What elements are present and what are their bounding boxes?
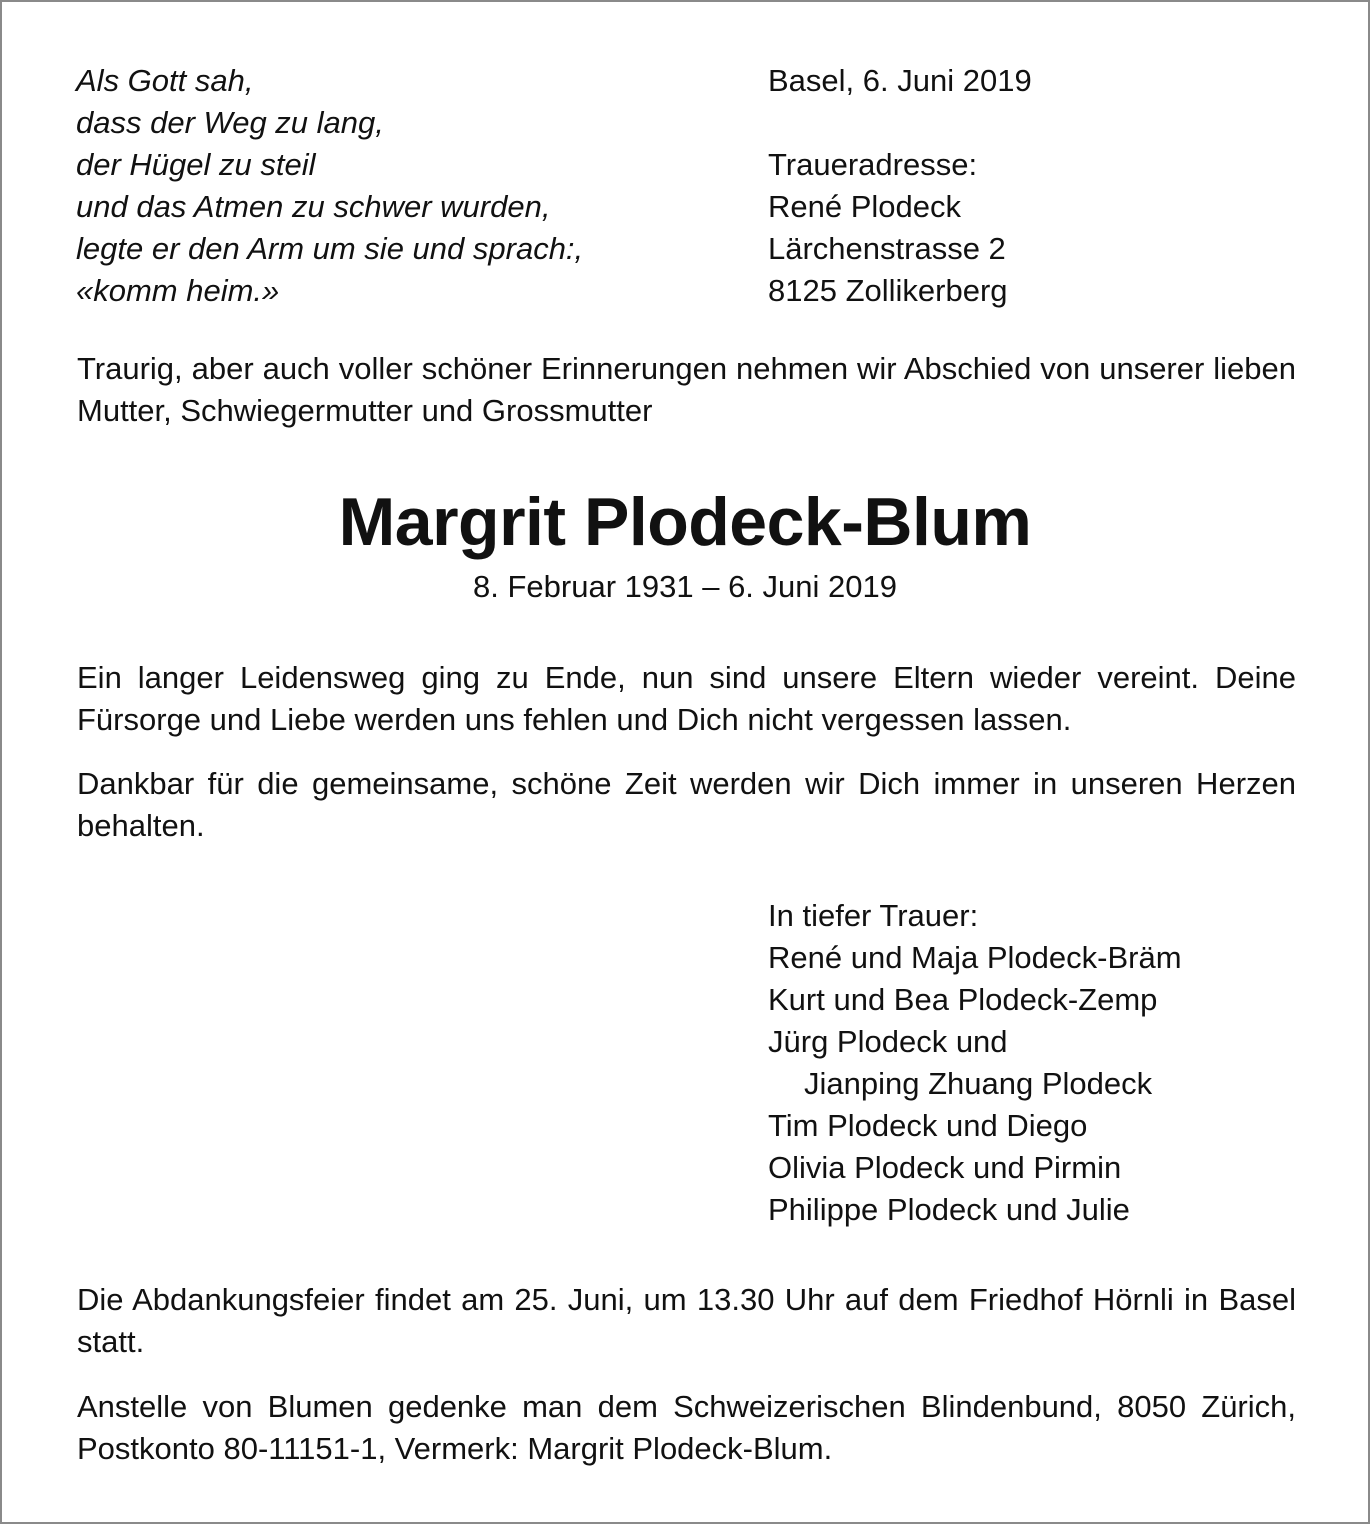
mourner-name: Tim Plodeck und Diego: [768, 1108, 1088, 1143]
mourner-name: Philippe Plodeck und Julie: [768, 1192, 1130, 1227]
mourner-name: Kurt und Bea Plodeck-Zemp: [768, 982, 1158, 1017]
address-line: 8125 Zollikerberg: [768, 273, 1008, 308]
intro-paragraph: Traurig, aber auch voller schöner Erinnerungen nehmen wir Abschied von unserer lieben Mutter, Schwiegermutter und Grossmutter: [77, 351, 1296, 428]
address-line: Lärchenstrasse 2: [768, 231, 1006, 266]
address-label: Traueradresse:: [768, 147, 978, 182]
poem-line: «komm heim.»: [76, 273, 280, 308]
mourner-name: René und Maja Plodeck-Bräm: [768, 940, 1182, 975]
poem-line: und das Atmen zu schwer wurden,: [76, 189, 551, 224]
poem: [76, 60, 583, 312]
poem-line: legte er den Arm um sie und sprach:,: [76, 231, 584, 266]
ceremony-paragraph: Die Abdankungsfeier findet am 25. Juni, um 13.30 Uhr auf dem Friedhof Hörnli in Basel statt.: [77, 1282, 1296, 1359]
mourner-name: Jianping Zhuang Plodeck: [804, 1066, 1153, 1101]
place-date: Basel, 6. Juni 2019: [768, 63, 1032, 98]
mourning-address: [768, 144, 1008, 312]
mourners-list: [768, 937, 1182, 1231]
address-line: René Plodeck: [768, 189, 962, 224]
poem-line: der Hügel zu steil: [76, 147, 316, 182]
donation-paragraph: Anstelle von Blumen gedenke man dem Schweizerischen Blindenbund, 8050 Zürich, Postkonto 80-11151-1, Vermerk: Margrit Plodeck-Blum.: [77, 1389, 1296, 1466]
mourners-label: In tiefer Trauer:: [768, 898, 979, 933]
mourner-name: Jürg Plodeck und: [768, 1024, 1008, 1059]
paragraph-farewell: Ein langer Leidensweg ging zu Ende, nun sind unsere Eltern wieder vereint. Deine Fürsorge und Liebe werden uns fehlen und Dich nicht vergessen lassen.: [77, 660, 1296, 737]
mourner-name: Olivia Plodeck und Pirmin: [768, 1150, 1122, 1185]
poem-line: Als Gott sah,: [76, 63, 254, 98]
paragraph-gratitude: Dankbar für die gemeinsame, schöne Zeit werden wir Dich immer in unseren Herzen behalten.: [77, 766, 1296, 843]
deceased-name: Margrit Plodeck-Blum: [338, 484, 1032, 560]
poem-line: dass der Weg zu lang,: [76, 105, 384, 140]
life-dates: 8. Februar 1931 – 6. Juni 2019: [473, 569, 897, 604]
